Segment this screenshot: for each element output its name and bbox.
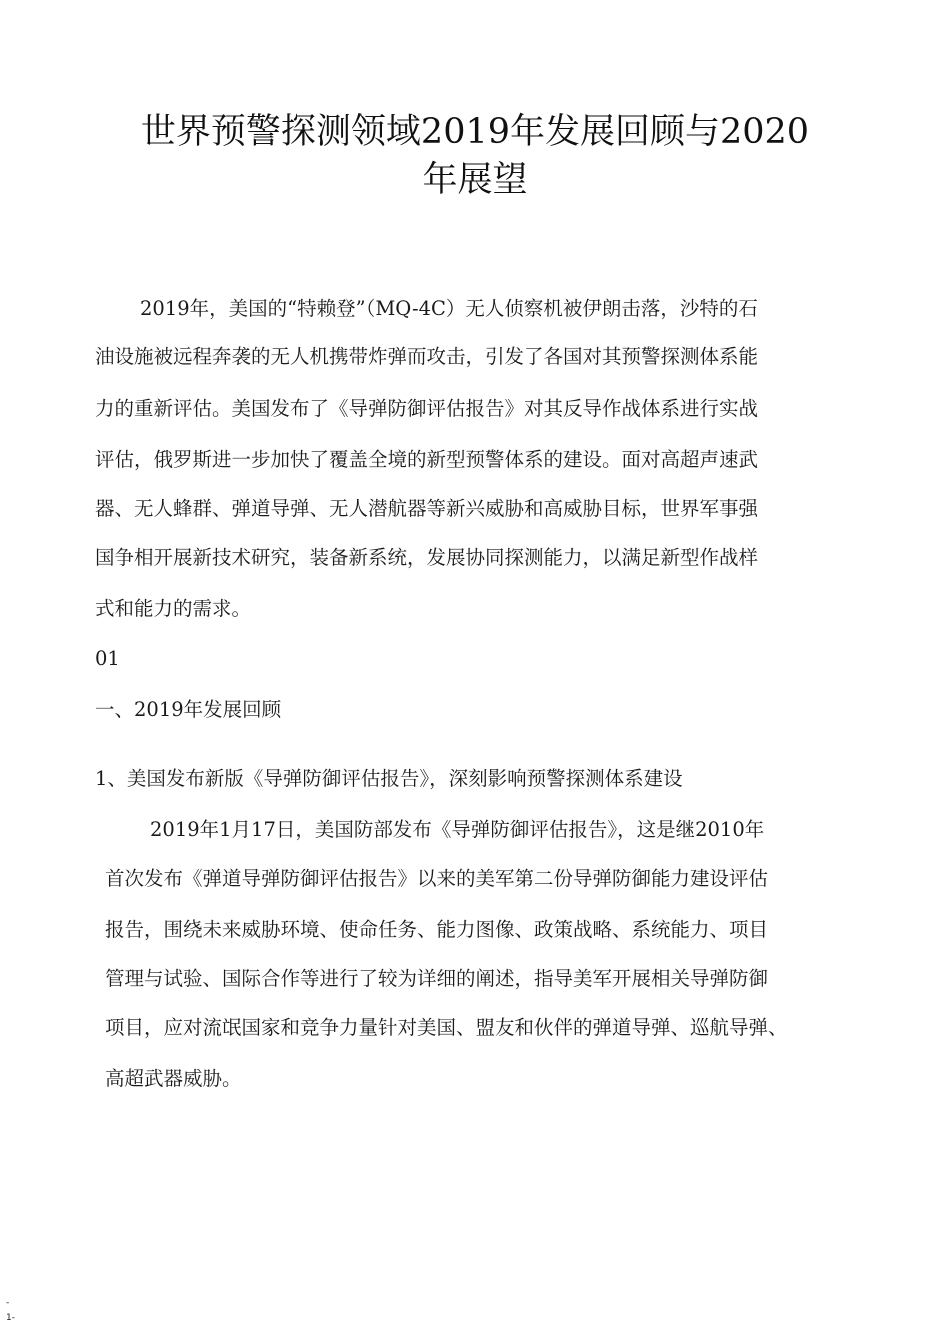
intro-paragraph-line: 国争相开展新技术研究，装备新系统，发展协同探测能力，以满足新型作战样 — [95, 546, 759, 569]
page-number: 1- — [6, 1313, 15, 1323]
intro-paragraph-line: 式和能力的需求。 — [95, 597, 252, 620]
footer-dash: - — [6, 1298, 10, 1308]
intro-paragraph-line: 2019年，美国的“特赖登”（MQ-4C）无人侦察机被伊朗击落，沙特的石 — [140, 297, 758, 320]
subsection-heading: 1、美国发布新版《导弹防御评估报告》，深刻影响预警探测体系建设 — [95, 767, 683, 790]
section-number: 01 — [95, 647, 120, 670]
document-title-line-2: 年展望 — [422, 160, 528, 200]
intro-paragraph-line: 器、无人蜂群、弹道导弹、无人潜航器等新兴威胁和高威胁目标，世界军事强 — [95, 497, 759, 520]
subsection-paragraph-line: 首次发布《弹道导弹防御评估报告》以来的美军第二份导弹防御能力建设评估 — [105, 867, 769, 890]
subsection-paragraph-line: 2019年1月17日，美国防部发布《导弹防御评估报告》，这是继2010年 — [150, 818, 765, 841]
subsection-paragraph-line: 高超武器威胁。 — [105, 1067, 242, 1090]
intro-paragraph-line: 评估，俄罗斯进一步加快了覆盖全境的新型预警体系的建设。面对高超声速武 — [95, 448, 759, 471]
intro-paragraph-line: 力的重新评估。美国发布了《导弹防御评估报告》对其反导作战体系进行实战 — [95, 397, 759, 420]
section-heading: 一、2019年发展回顾 — [95, 698, 282, 721]
subsection-paragraph-line: 报告，围绕未来威胁环境、使命任务、能力图像、政策战略、系统能力、项目 — [105, 918, 769, 941]
subsection-paragraph-line: 管理与试验、国际合作等进行了较为详细的阐述，指导美军开展相关导弹防御 — [105, 967, 769, 990]
document-title-line-1: 世界预警探测领域2019年发展回顾与2020 — [140, 112, 810, 152]
intro-paragraph-line: 油设施被远程奔袭的无人机携带炸弹而攻击，引发了各国对其预警探测体系能 — [95, 345, 759, 368]
subsection-paragraph-line: 项目，应对流氓国家和竞争力量针对美国、盟友和伙伴的弹道导弹、巡航导弹、 — [105, 1016, 788, 1039]
